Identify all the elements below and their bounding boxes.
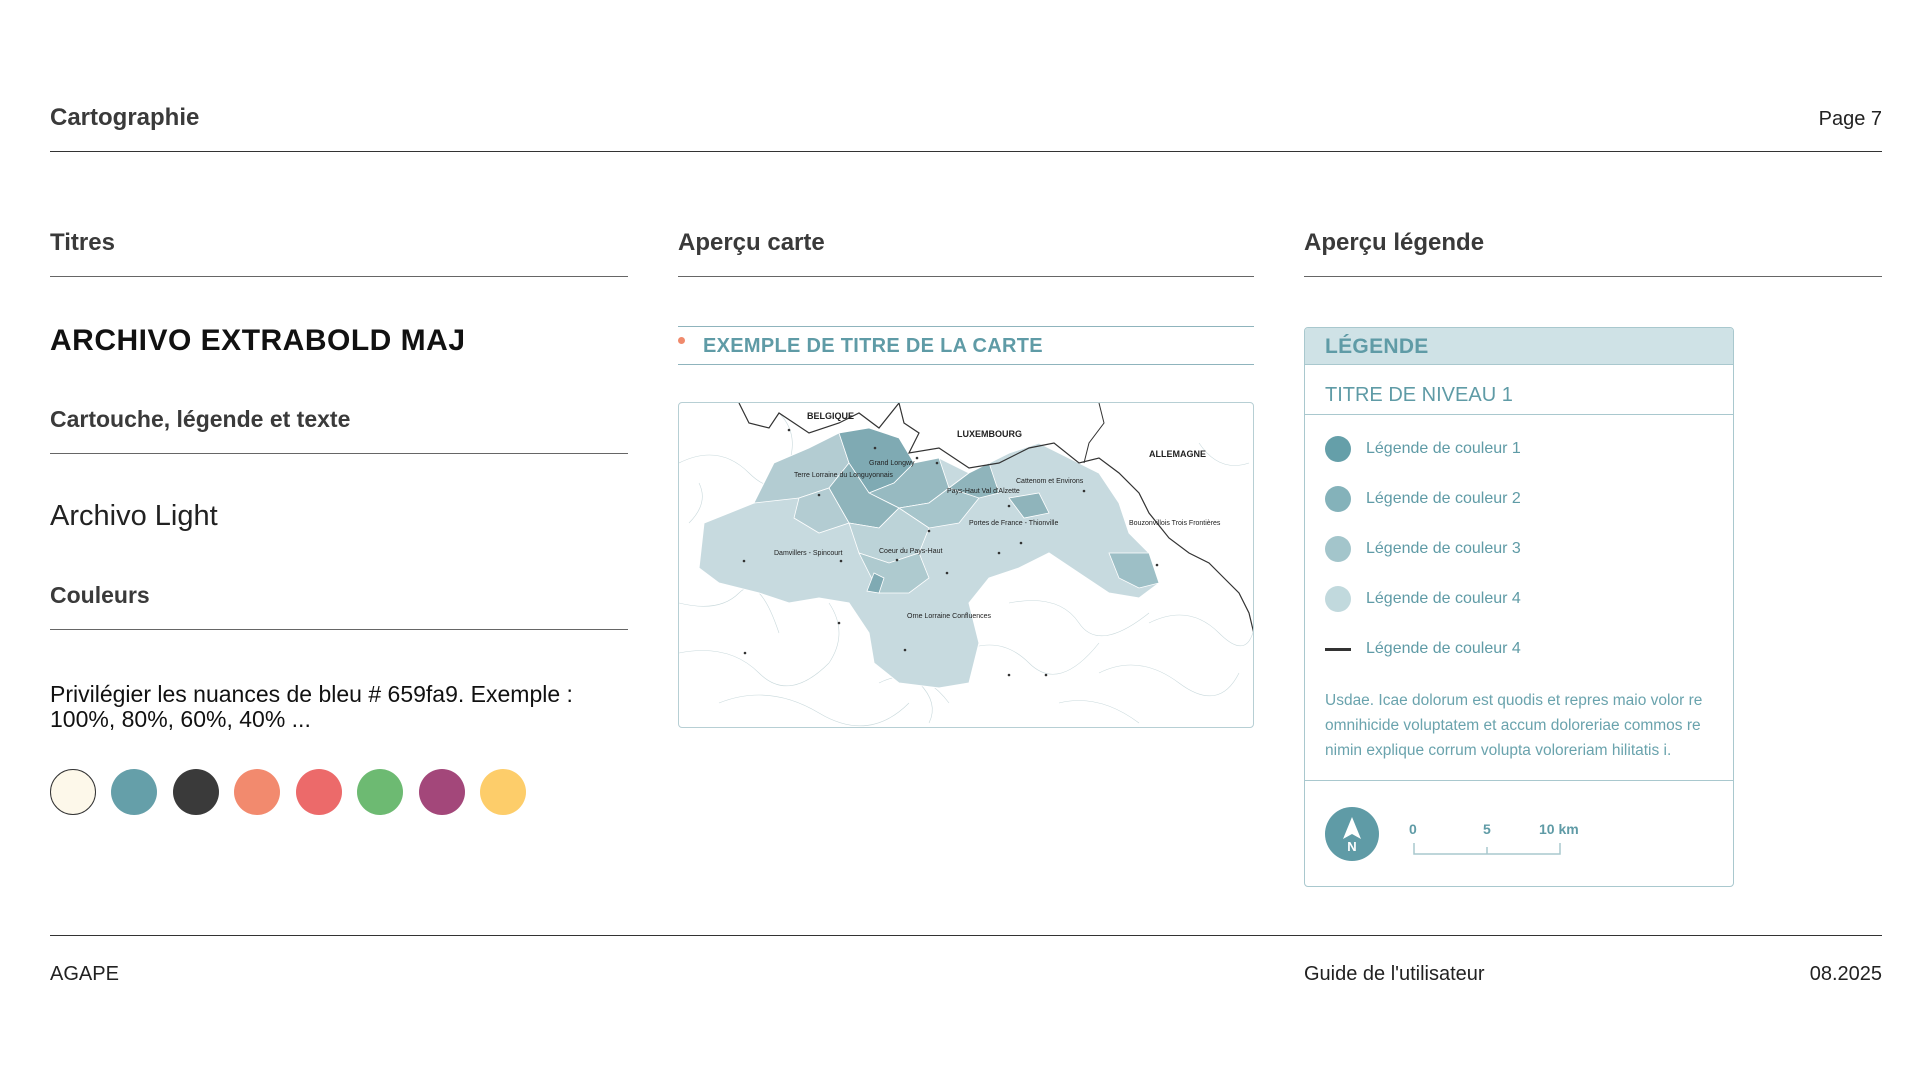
legend-item-label: Légende de couleur 1 [1366,440,1521,457]
column-title-apercu-carte: Aperçu carte [678,229,825,256]
color-swatch [296,769,342,815]
map-label-area: Pays-Haut Val d'Alzette [947,488,1020,495]
legend-color-dot [1325,586,1351,612]
map-label-luxembourg: LUXEMBOURG [957,429,1022,439]
footer-date: 08.2025 [1809,963,1882,985]
map-title: EXEMPLE DE TITRE DE LA CARTE [703,335,1043,357]
scale-label-5: 5 [1483,821,1491,837]
north-letter: N [1347,839,1357,854]
legend-level1-title: TITRE DE NIVEAU 1 [1325,384,1513,406]
footer-divider [50,935,1882,936]
legend-divider [1305,414,1733,415]
luxembourg-border [1084,403,1104,463]
bullet-icon [678,337,685,344]
legend-item-label: Légende de couleur 4 [1366,640,1521,657]
map-label-area: Portes de France - Thionville [969,520,1059,527]
header-divider [50,151,1882,152]
footer-document-title: Guide de l'utilisateur [1304,963,1485,985]
shaded-region [699,428,1159,688]
font-sample-extrabold: ARCHIVO EXTRABOLD MAJ [50,324,466,357]
page-section-title: Cartographie [50,104,200,131]
legend-description: Usdae. Icae dolorum est quodis et repres maio volor re omnihicide voluptatem et accum doloreriae commos re nimin explique corrum volupta voloreriam hilitatis i. [1325,692,1703,759]
map-label-area: Cattenom et Environs [1016,478,1084,485]
legend-color-dot [1325,436,1351,462]
color-swatch [357,769,403,815]
column-divider-middle [678,276,1254,277]
legend-line-symbol [1325,648,1351,651]
legend-item-label: Légende de couleur 3 [1366,540,1521,557]
map-label-area: Coeur du Pays-Haut [879,548,943,555]
legend-header [1305,328,1733,365]
legend-header-title: LÉGENDE [1325,335,1429,358]
column-title-apercu-legende: Aperçu légende [1304,229,1485,256]
color-swatch [234,769,280,815]
legend-color-dot [1325,486,1351,512]
map-label-area: Terre Lorraine du Longuyonnais [794,472,893,479]
font-usage-label: Cartouche, légende et texte [50,406,351,432]
scale-bar [1413,843,1561,855]
north-arrow-icon [1325,807,1379,861]
map-label-area: Orne Lorraine Confluences [907,613,992,620]
map-label-area: Bouzonvillois Trois Frontières [1129,520,1221,527]
footer-organization: AGAPE [50,963,119,985]
legend-divider [1305,780,1733,781]
map-label-allemagne: ALLEMAGNE [1149,449,1206,459]
scale-label-0: 0 [1409,821,1417,837]
map-drawing [679,403,1254,728]
map-label-belgique: BELGIQUE [807,411,855,421]
color-guidance-text: Privilégier les nuances de bleu # 659fa9. Exemple : 100%, 80%, 60%, 40% ... [50,681,573,732]
column-title-titres: Titres [50,229,115,256]
map-preview [678,402,1254,728]
column-divider-left [50,276,628,277]
map-title-bar [678,326,1254,365]
legend-item-label: Légende de couleur 4 [1366,590,1521,607]
color-swatch [111,769,157,815]
map-label-area: Grand Longwy [869,460,915,467]
colors-divider [50,629,628,630]
legend-color-dot [1325,536,1351,562]
font-sample-light: Archivo Light [50,500,218,532]
legend-item-label: Légende de couleur 2 [1366,490,1521,507]
color-swatch [50,769,96,815]
color-swatch [480,769,526,815]
usage-divider [50,453,628,454]
color-swatch [173,769,219,815]
scale-label-10: 10 km [1539,821,1579,837]
colors-title: Couleurs [50,582,150,608]
legend-preview [1304,327,1734,887]
color-swatch [419,769,465,815]
page-number: Page 7 [1818,108,1882,130]
column-divider-right [1304,276,1882,277]
map-label-area: Damvillers - Spincourt [774,550,843,557]
